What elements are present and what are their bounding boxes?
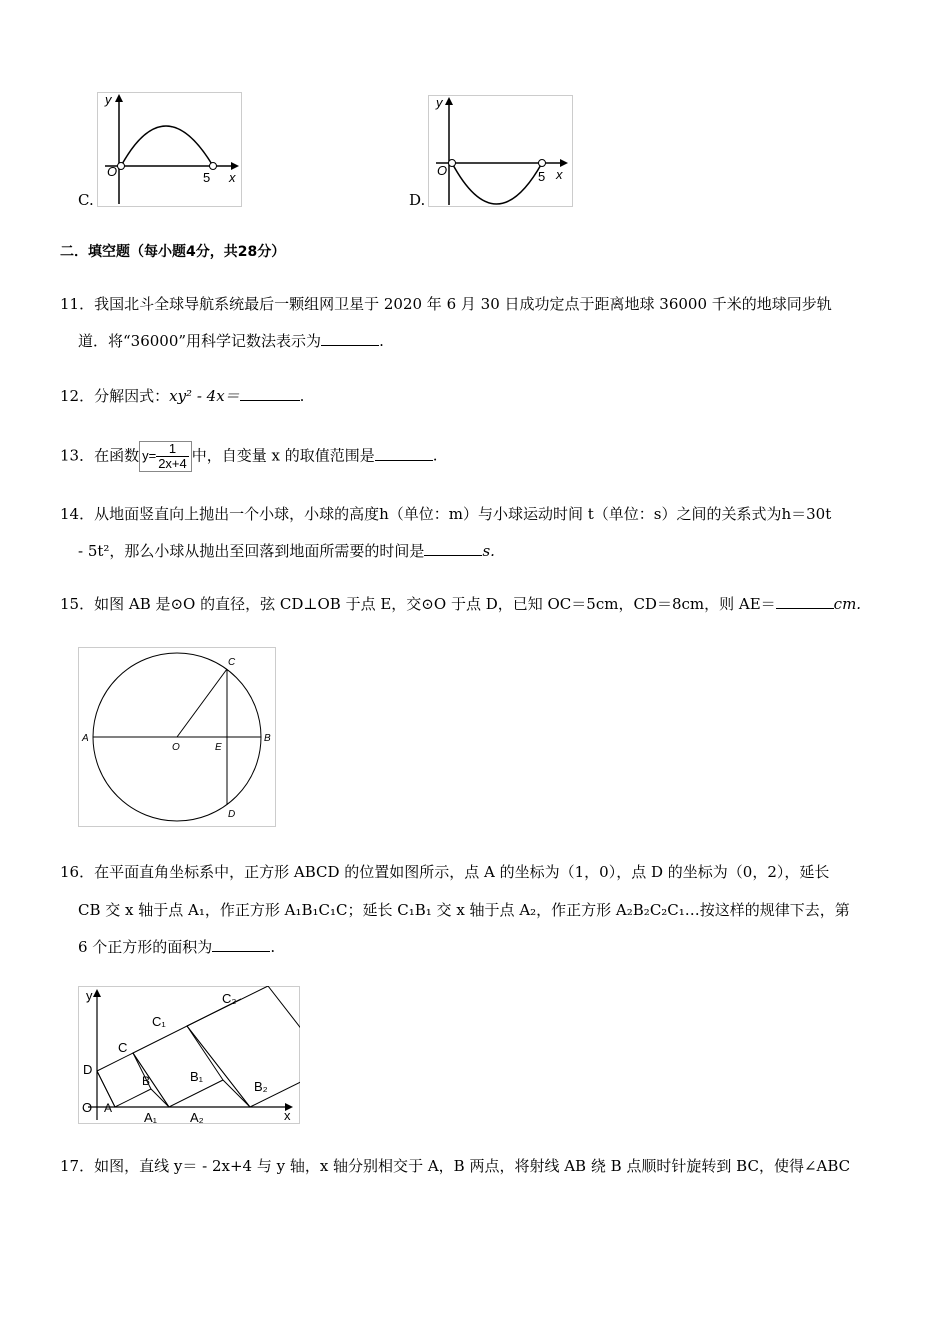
q16-text-line1: 在平面直角坐标系中，正方形 ABCD 的位置如图所示，点 A 的坐标为（1，0），点 D 的坐标为（0，2），延长 [94, 863, 830, 881]
q13-fraction-denominator: 2x+4 [158, 456, 187, 471]
q13-line [60, 441, 438, 472]
graph-c [97, 92, 242, 207]
graph-c-five-label: 5 [203, 170, 211, 185]
graph-d-y-label: y [436, 95, 443, 110]
q13-fraction-numerator: 1 [156, 442, 189, 457]
q12-end: . [299, 387, 305, 405]
graph-c-y-label: y [105, 92, 112, 107]
squares-label-b2: B₂ [254, 1079, 268, 1094]
q11-number: 11． [60, 295, 95, 313]
squares-label-c: C [118, 1040, 128, 1055]
circle-figure [78, 647, 276, 827]
squares-label-c1: C₁ [152, 1014, 166, 1029]
squares-label-b: B [142, 1074, 151, 1088]
graph-c-x-label: x [229, 170, 236, 185]
q14-line1 [60, 504, 831, 524]
q13-post: 中，自变量 x 的取值范围是 [191, 446, 375, 465]
q16-line3 [78, 937, 275, 957]
option-d-label: D. [409, 191, 426, 209]
q17-number: 17． [60, 1157, 95, 1175]
q13-number: 13． [60, 446, 95, 465]
squares-label-o: O [82, 1100, 93, 1115]
option-c-label: C. [78, 191, 94, 209]
q11-line2 [78, 331, 384, 351]
squares-label-y: y [86, 988, 93, 1003]
q13-answer-blank[interactable] [375, 446, 433, 461]
q15-line [60, 594, 861, 614]
circle-label-c: C [228, 657, 236, 668]
q11-answer-blank[interactable] [321, 331, 379, 346]
q13-fn-y: y= [142, 447, 157, 463]
q16-text-line2: CB 交 x 轴于点 A₁，作正方形 A₁B₁C₁C；延长 C₁B₁ 交 x 轴于点 A₂，作正方形 A₂B₂C₂C₁…按这样的规律下去，第 [78, 901, 850, 919]
circle-label-e: E [215, 742, 222, 753]
q12-answer-blank[interactable] [240, 386, 300, 401]
q14-unit: s. [482, 542, 495, 560]
q14-text-line2: - 5t²，那么小球从抛出至回落到地面所需要的时间是 [78, 542, 425, 560]
q15-text: 如图 AB 是⊙O 的直径，弦 CD⊥OB 于点 E，交⊙O 于点 D，已知 OC＝5cm，CD＝8cm，则 AE＝ [94, 595, 776, 613]
q14-line2 [78, 541, 495, 561]
q13-fraction [156, 442, 189, 471]
q17-line [60, 1156, 850, 1176]
q16-text-line3: 6 个正方形的面积为 [78, 938, 213, 956]
graph-d-five-label: 5 [538, 169, 546, 184]
q12-expression: xy² - 4x＝ [169, 387, 240, 405]
graph-d-x-label: x [556, 167, 563, 182]
q13-end: . [432, 446, 438, 465]
q11-line1 [60, 294, 832, 314]
graph-c-origin-label: O [107, 164, 118, 179]
q12-text: 分解因式： [94, 387, 170, 405]
q11-text-line2: 道．将“36000”用科学记数法表示为 [78, 332, 322, 350]
q15-unit: cm. [833, 595, 862, 613]
q14-answer-blank[interactable] [424, 541, 482, 556]
q13-function-box [139, 441, 192, 472]
q16-line1 [60, 862, 829, 882]
q17-text: 如图，直线 y＝ - 2x+4 与 y 轴，x 轴分别相交于 A，B 两点，将射线 AB 绕 B 点顺时针旋转到 BC，使得∠ABC [94, 1157, 851, 1175]
squares-label-a2: A₂ [190, 1110, 204, 1124]
q12-number: 12． [60, 387, 95, 405]
squares-label-a1: A₁ [144, 1110, 158, 1124]
q16-answer-blank[interactable] [212, 937, 270, 952]
circle-label-d: D [228, 809, 236, 820]
q15-answer-blank[interactable] [776, 594, 834, 609]
q16-line2 [78, 900, 850, 920]
q16-number: 16． [60, 863, 95, 881]
squares-label-a: A [104, 1101, 113, 1115]
q14-text-line1: 从地面竖直向上抛出一个小球，小球的高度h（单位：m）与小球运动时间 t（单位：s）之间的关系式为h＝30t [94, 505, 832, 523]
circle-label-a: A [82, 733, 89, 744]
squares-figure [78, 986, 300, 1124]
circle-label-o: O [172, 742, 180, 753]
q15-number: 15． [60, 595, 95, 613]
squares-label-b1: B₁ [190, 1069, 204, 1084]
q11-end: . [379, 332, 384, 350]
squares-label-d: D [83, 1062, 93, 1077]
q13-pre: 在函数 [94, 446, 140, 465]
q12-line [60, 386, 304, 406]
section-title: 二．填空题（每小题4分，共28分） [60, 244, 286, 260]
squares-label-c2: C₂ [222, 991, 237, 1006]
q11-text-line1: 我国北斗全球导航系统最后一颗组网卫星于 2020 年 6 月 30 日成功定点于距离地球 36000 千米的地球同步轨 [94, 295, 832, 313]
circle-label-b: B [264, 733, 271, 744]
q14-number: 14． [60, 505, 95, 523]
q16-end: . [270, 938, 276, 956]
graph-d-origin-label: O [437, 163, 448, 178]
graph-d [428, 95, 573, 207]
squares-label-x: x [284, 1108, 291, 1123]
